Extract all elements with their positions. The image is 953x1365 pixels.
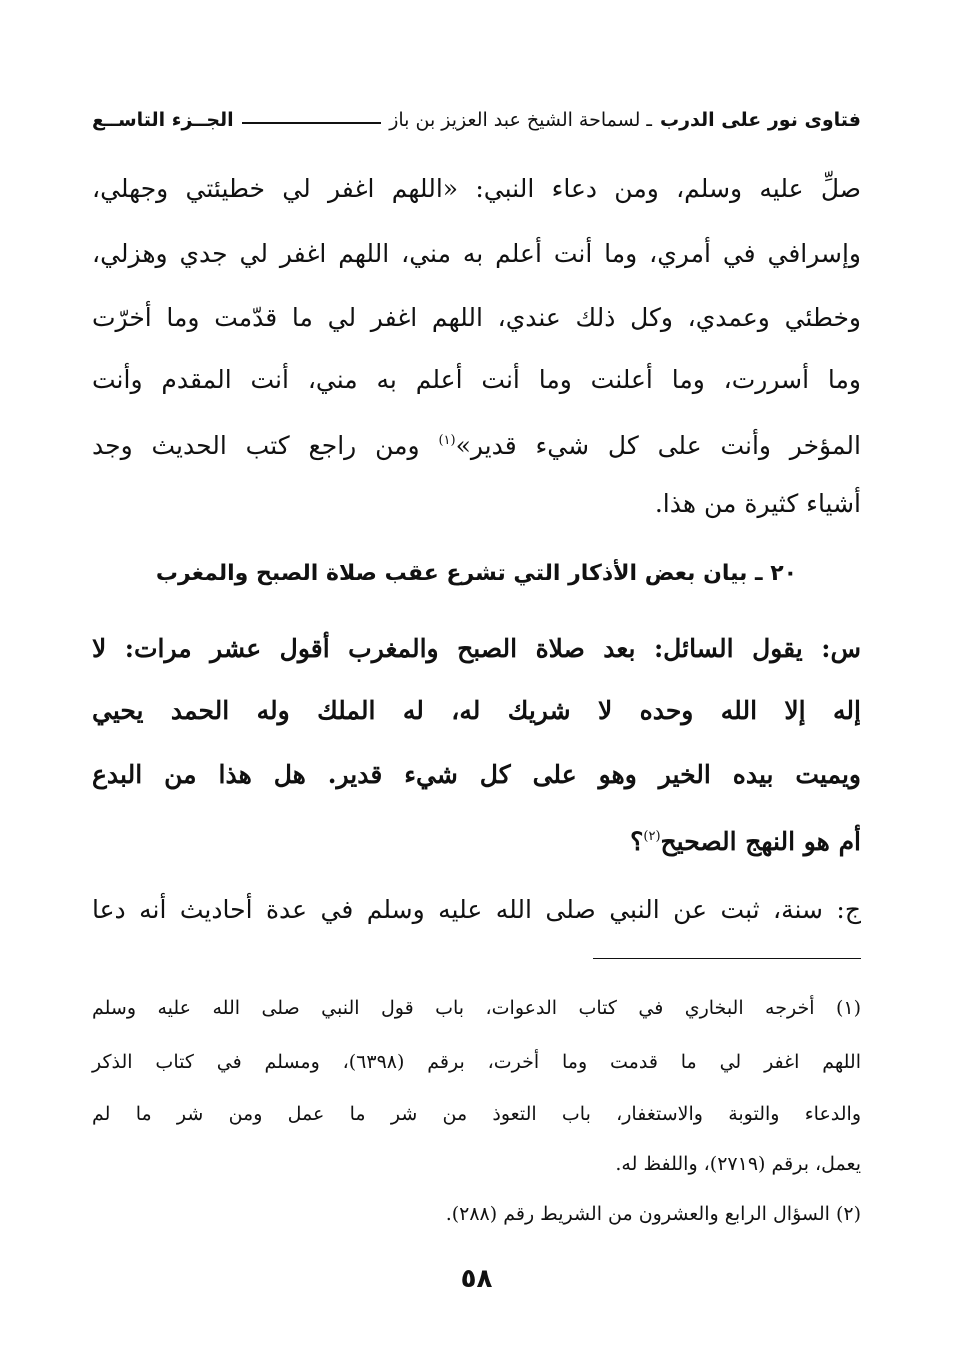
header-rule [242, 122, 382, 124]
question-line: ويميت بيده الخير وهو على كل شيء قدير. هل هذا من البدع [92, 760, 861, 789]
body-line: وخطئي وعمدي، وكل ذلك عندي، اللهم اغفر لي ما قدّمت وما أخرّت [92, 303, 861, 332]
body-line: صلِّ عليه وسلم، ومن دعاء النبي: «اللهم اغفر لي خطيئتي وجهلي، [92, 174, 861, 203]
body-line: أشياء كثيرة من هذا. [654, 489, 861, 518]
quote-end: المؤخر وأنت على كل شيء قدير» [455, 431, 861, 460]
footnote-line: (٢) السؤال الرابع والعشرون من الشريط رقم (٢٨٨). [445, 1203, 861, 1225]
question-line [92, 817, 861, 857]
footnote-ref-2: (٢) [643, 829, 661, 844]
book-title: فتاوى نور على الدرب [660, 109, 861, 131]
body-line [92, 421, 861, 461]
footnote-separator [593, 958, 861, 959]
footnote-line: يعمل، برقم (٢٧١٩)، واللفظ له. [615, 1153, 861, 1175]
body-continuation: ومن راجع كتب الحديث وجد [92, 431, 420, 460]
author-name: ـ لسماحة الشيخ عبد العزيز بن باز [389, 109, 652, 131]
body-line: وإسرافي في أمري، وما أنت أعلم به مني، اللهم اغفر لي جدي وهزلي، [92, 239, 861, 268]
answer-line: ج: سنة، ثبت عن النبي صلى الله عليه وسلم في عدة أحاديث أنه دعا [92, 895, 861, 924]
volume-label: الجــزء التاســع [92, 109, 234, 131]
page-number: ٥٨ [460, 1264, 493, 1294]
running-header [92, 103, 861, 137]
question-line: إله إلا الله وحده لا شريك له، له الملك وله الحمد يحيي [92, 696, 861, 725]
footnote-ref-1: (١) [438, 433, 456, 448]
footnote-line: اللهم اغفر لي ما قدمت وما أخرت، برقم (٦٣٩٨)، ومسلم في كتاب الذكر [92, 1051, 861, 1073]
section-heading: ٢٠ ـ بيان بعض الأذكار التي تشرع عقب صلاة الصبح والمغرب [155, 561, 798, 586]
question-mark: ؟ [630, 827, 644, 856]
question-end: أم هو النهج الصحيح [660, 827, 861, 856]
footnote-line: (١) أخرجه البخاري في كتاب الدعوات، باب قول النبي صلى الله عليه وسلم [92, 997, 861, 1019]
body-line: وما أسررت، وما أعلنت وما أنت أعلم به مني، أنت المقدم وأنت [92, 365, 861, 394]
question-line: س: يقول السائل: بعد صلاة الصبح والمغرب أقول عشر مرات: لا [92, 634, 861, 663]
footnote-line: والدعاء والتوبة والاستغفار، باب التعوذ من شر ما عمل ومن شر ما لم [92, 1103, 861, 1125]
